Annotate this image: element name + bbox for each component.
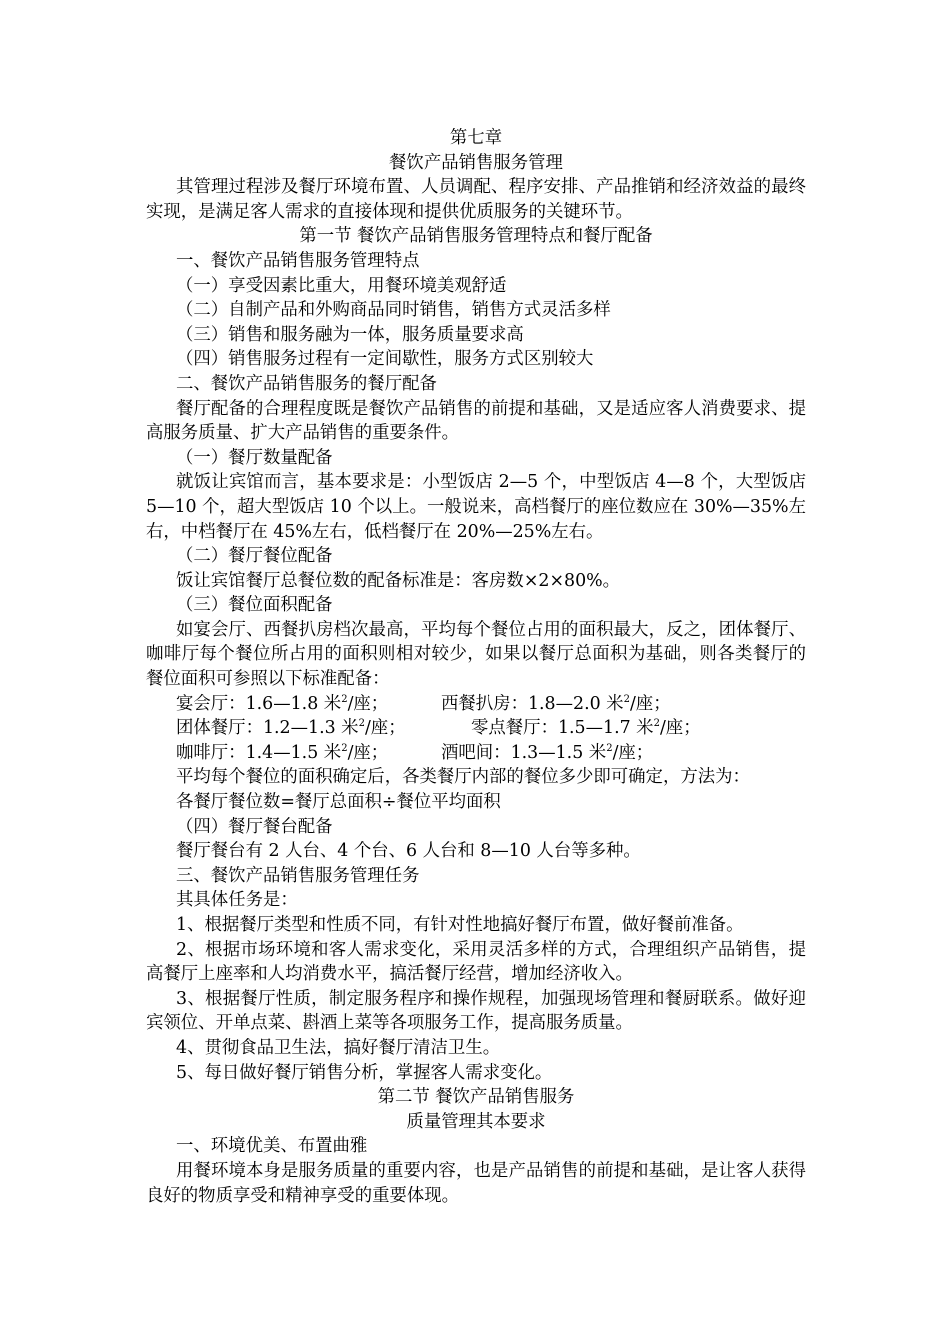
task-item: 2、根据市场环境和客人需求变化，采用灵活多样的方式，合理组织产品销售，提高餐厅上座率和人均消费水平，搞活餐厅经营，增加经济收入。	[146, 939, 806, 985]
configuration-paragraph: 餐厅配备的合理程度既是餐饮产品销售的前提和基础，又是适应客人消费要求、提高服务质量、扩大产品销售的重要条件。	[146, 398, 806, 444]
area-standard-row: 团体餐厅：1.2—1.3 米$^2$/座； 零点餐厅：1.5—1.7 米$^2$/座；	[176, 718, 701, 739]
tasks-intro: 其具体任务是：	[176, 890, 298, 911]
area-standard-cafe: 咖啡厅：1.4—1.5 米	[176, 742, 342, 763]
chapter-title: 餐饮产品销售服务管理	[389, 152, 563, 173]
area-paragraph: 如宴会厅、西餐扒房档次最高，平均每个餐位占用的面积最大，反之，团体餐厅、咖啡厅每个餐位所占用的面积则相对较少，如果以餐厅总面积为基础，则各类餐厅的餐位面积可参照以下标准配备：	[146, 619, 806, 690]
area-standard-banquet: 宴会厅：1.6—1.8 米	[176, 693, 342, 714]
area-standard-row: 宴会厅：1.6—1.8 米$^2$/座； 西餐扒房：1.8—2.0 米$^2$/座；	[176, 693, 671, 714]
area-standard-row: 咖啡厅：1.4—1.5 米$^2$/座； 酒吧间：1.3—1.5 米$^2$/座；	[176, 742, 654, 763]
feature-item: （二）自制产品和外购商品同时销售，销售方式灵活多样	[176, 300, 611, 321]
section-2-title: 第二节 餐饮产品销售服务	[377, 1087, 575, 1108]
heading-configuration: 二、餐饮产品销售服务的餐厅配备	[176, 373, 437, 394]
area-standard-bar: 酒吧间：1.3—1.5 米	[441, 742, 607, 763]
feature-item: （三）销售和服务融为一体，服务质量要求高	[176, 324, 524, 345]
heading-tasks: 三、餐饮产品销售服务管理任务	[176, 865, 420, 886]
area-standard-alacarte: 零点餐厅：1.5—1.7 米	[471, 718, 654, 739]
subheading-tables: （四）餐厅餐台配备	[176, 816, 333, 837]
seat-formula: 各餐厅餐位数=餐厅总面积÷餐位平均面积	[176, 792, 501, 813]
section-2-subtitle: 质量管理其本要求	[406, 1111, 546, 1132]
task-item: 1、根据餐厅类型和性质不同，有针对性地搞好餐厅布置，做好餐前准备。	[176, 915, 744, 935]
task-item: 5、每日做好餐厅销售分析，掌握客人需求变化。	[176, 1062, 553, 1083]
subheading-quantity: （一）餐厅数量配备	[176, 447, 333, 468]
feature-item: （四）销售服务过程有一定间歇性，服务方式区别较大	[176, 349, 594, 370]
tables-paragraph: 餐厅餐台有 2 人台、4 个台、6 人台和 8—10 人台等多种。	[176, 841, 641, 862]
area-standard-western: 西餐扒房：1.8—2.0 米	[441, 693, 624, 714]
section-1-title: 第一节 餐饮产品销售服务管理特点和餐厅配备	[299, 226, 653, 247]
feature-item: （一）享受因素比重大，用餐环境美观舒适	[176, 275, 507, 296]
intro-paragraph: 其管理过程涉及餐厅环境布置、人员调配、程序安排、产品推销和经济效益的最终实现，是满足客人需求的直接体现和提供优质服务的关键环节。	[146, 177, 806, 222]
area-standard-group: 团体餐厅：1.2—1.3 米	[176, 718, 359, 739]
after-area-paragraph: 平均每个餐位的面积确定后，各类餐厅内部的餐位多少即可确定，方法为：	[176, 767, 750, 788]
heading-features: 一、餐饮产品销售服务管理特点	[176, 250, 420, 271]
task-item: 4、贯彻食品卫生法，搞好餐厅清洁卫生。	[176, 1037, 501, 1058]
subheading-area: （三）餐位面积配备	[176, 595, 333, 616]
heading-environment: 一、环境优美、布置曲雅	[176, 1136, 368, 1157]
environment-paragraph: 用餐环境本身是服务质量的重要内容，也是产品销售的前提和基础，是让客人获得良好的物质享受和精神享受的重要体现。	[146, 1160, 806, 1206]
quantity-paragraph: 就饭让宾馆而言，基本要求是：小型饭店 2—5 个，中型饭店 4—8 个，大型饭店 5—10 个，超大型饭店 10 个以上。一般说来，高档餐厅的座位数应在 30%—35%左右，中档餐厅在 45%左右，低档餐厅在 20%—25%左右。	[146, 472, 806, 542]
subheading-seats: （二）餐厅餐位配备	[176, 546, 333, 567]
chapter-number: 第七章	[449, 128, 503, 148]
task-item: 3、根据餐厅性质，制定服务程序和操作规程，加强现场管理和餐厨联系。做好迎宾领位、开单点菜、斟酒上菜等各项服务工作，提高服务质量。	[146, 988, 806, 1034]
seats-paragraph: 饭让宾馆餐厅总餐位数的配备标准是：客房数×2×80%。	[176, 570, 621, 591]
document-body	[146, 126, 806, 1208]
